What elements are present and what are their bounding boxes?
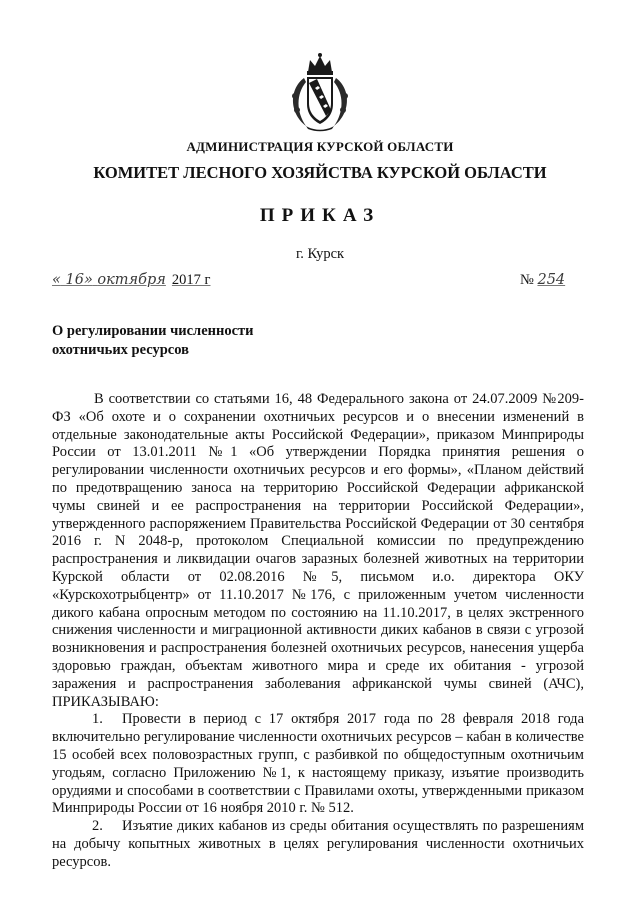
date-month: октября (97, 272, 166, 288)
date-close-quote: » (83, 272, 93, 288)
preamble-paragraph: В соответствии со статьями 16, 48 Федерального закона от 24.07.2009 №209-ФЗ «Об охоте и о сохранении охотничьих ресурсов и о внесении изменений в отдельные законодательные акты Российской Федерации», приказом Минприроды России от 13.01.2011 №1 «Об утверждении Порядка принятия решения о регулировании численности охотничьих ресурсов и его формы», «Планом действий по предотвращению заноса на территорию Российской Федерации африканской чумы свиней и ее распространения на территории Российской Федерации», утвержденного распоряжением Правительства Российской Федерации от 30 сентября 2016 г. N 2048-р, протоколом Специальной комиссии по предупреждению распространения и ликвидации очагов заразных болезней животных на территории Курской области от 02.08.2016 №5, письмом и.о. директора ОКУ «Курскохотрыбцентр» от 11.10.2017 №176, с приложенным учетом численности дикого кабана опросным методом по состоянию на 11.10.2017, в целях экстренного снижения численности и миграционной активности диких кабанов в связи с угрозой возникновения и распространения болезней охотничьих ресурсов, нанесения ущерба здоровью граждан, объектам животного мира и среде их обитания - угрозой заражения и распространения заболевания африканской чумы свиней (АЧС), ПРИКАЗЫВАЮ: (52, 391, 584, 710)
order-number (520, 272, 565, 289)
date-year: 2017 г (171, 272, 211, 288)
item-text: Изъятие диких кабанов из среды обитания осуществлять по разрешениям на добычу копытных животных в целях регулирования численности охотничьих ресурсов. (52, 818, 584, 870)
order-body (52, 391, 584, 872)
item-number: 2. (92, 818, 103, 835)
date-day: 16 (65, 272, 84, 288)
order-item-2 (52, 818, 584, 871)
issue-city: г. Курск (295, 246, 345, 262)
subject-line: охотничьих ресурсов (52, 342, 189, 358)
number-label: № (520, 272, 534, 288)
order-subject (52, 322, 254, 360)
organization-name: АДМИНИСТРАЦИЯ КУРСКОЙ ОБЛАСТИ (186, 139, 454, 154)
item-number: 1. (92, 711, 103, 728)
subject-line: О регулировании численности (52, 323, 254, 339)
committee-name: КОМИТЕТ ЛЕСНОГО ХОЗЯЙСТВА КУРСКОЙ ОБЛАСТИ (93, 163, 547, 182)
number-value: 254 (537, 272, 566, 288)
date-open-quote: « (52, 272, 61, 288)
order-date (52, 272, 210, 289)
coat-of-arms-icon (284, 52, 356, 132)
document-type-title: ПРИКАЗ (259, 205, 381, 226)
item-text: Провести в период с 17 октября 2017 года по 28 февраля 2018 года включительно регулирование численности охотничьих ресурсов – кабан в количестве 15 особей всех половозрастных групп, с разбивкой по общедоступным охотничьим угодьям, согласно Приложению №1, к настоящему приказу, изъятие производить орудиями и способами в соответствии с Правилами охоты, утвержденными приказом Минприроды России от 16 ноября 2010 г. № 512. (52, 711, 584, 817)
order-item-1 (52, 711, 584, 818)
